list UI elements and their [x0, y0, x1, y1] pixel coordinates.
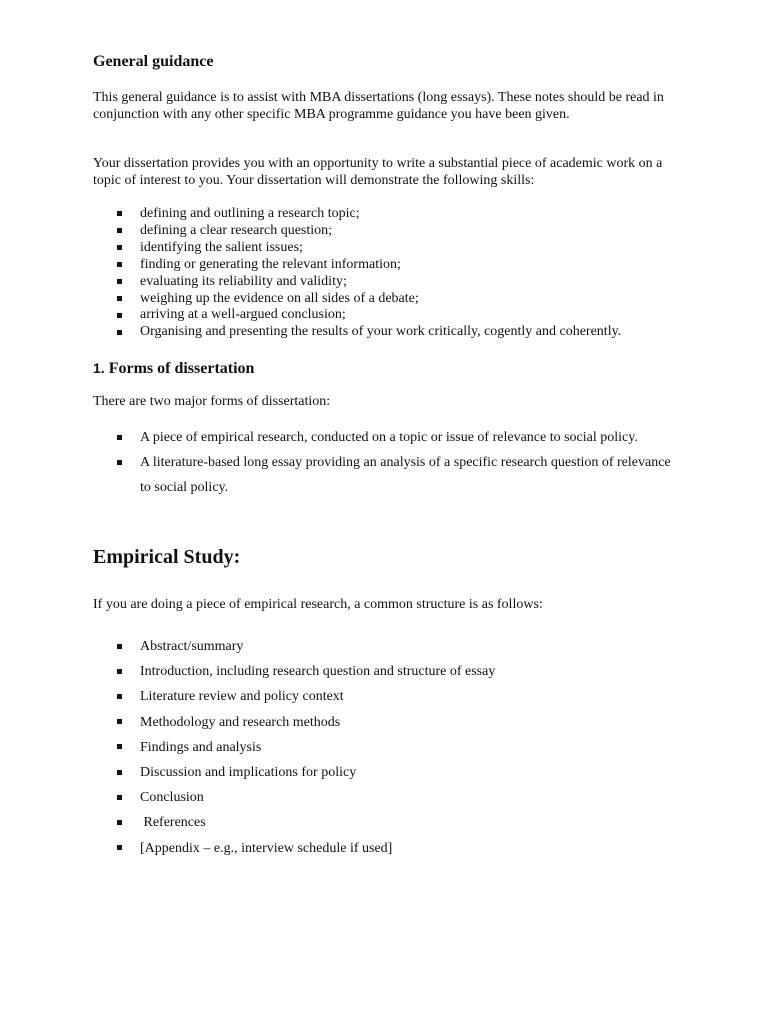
- forms-heading: [93, 358, 254, 379]
- forms-intro-paragraph: There are two major forms of dissertation:: [93, 394, 331, 409]
- list-item: defining and outlining a research topic;: [93, 206, 733, 223]
- bullet-icon: [117, 845, 122, 850]
- bullet-icon: [117, 820, 122, 825]
- bullet-icon: [117, 669, 122, 674]
- bullet-icon: [117, 245, 122, 250]
- bullet-icon: [117, 211, 122, 216]
- bullet-icon: [117, 313, 122, 318]
- bullet-icon: [117, 460, 122, 465]
- bullet-icon: [117, 795, 122, 800]
- bullet-icon: [117, 644, 122, 649]
- bullet-icon: [117, 694, 122, 699]
- skills-list: [93, 206, 733, 341]
- list-item: Conclusion: [93, 785, 693, 810]
- empirical-intro-paragraph: If you are doing a piece of empirical research, a common structure is as follows:: [93, 597, 543, 612]
- forms-heading-number: 1.: [93, 360, 105, 376]
- list-item: Organising and presenting the results of your work critically, cogently and coherently.: [93, 324, 733, 341]
- list-item: Literature review and policy context: [93, 684, 693, 709]
- empirical-study-heading: Empirical Study:: [93, 546, 241, 568]
- list-item: Abstract/summary: [93, 634, 693, 659]
- list-item: References: [93, 810, 693, 835]
- bullet-icon: [117, 228, 122, 233]
- list-item: finding or generating the relevant information;: [93, 257, 733, 274]
- list-item: weighing up the evidence on all sides of a debate;: [93, 291, 733, 308]
- list-item: [Appendix – e.g., interview schedule if used]: [93, 836, 693, 861]
- forms-heading-text: Forms of dissertation: [104, 360, 255, 377]
- list-item: Methodology and research methods: [93, 710, 693, 735]
- list-item: identifying the salient issues;: [93, 240, 733, 257]
- list-item: evaluating its reliability and validity;: [93, 274, 733, 291]
- list-item: Discussion and implications for policy: [93, 760, 693, 785]
- list-item: defining a clear research question;: [93, 223, 733, 240]
- bullet-icon: [117, 279, 122, 284]
- structure-list: [93, 634, 693, 861]
- forms-list: [93, 425, 683, 500]
- bullet-icon: [117, 435, 122, 440]
- bullet-icon: [117, 262, 122, 267]
- bullet-icon: [117, 770, 122, 775]
- list-item: A literature-based long essay providing an analysis of a specific research question of relevance to social policy.: [93, 450, 683, 500]
- bullet-icon: [117, 744, 122, 749]
- general-intro-paragraph: This general guidance is to assist with MBA dissertations (long essays). These notes should be read in conjunction with any other specific MBA programme guidance you have been given.: [93, 90, 664, 122]
- skills-intro-paragraph: Your dissertation provides you with an opportunity to write a substantial piece of academic work on a topic of interest to you. Your dissertation will demonstrate the following skills:: [93, 156, 663, 188]
- bullet-icon: [117, 330, 122, 335]
- list-item: arriving at a well-argued conclusion;: [93, 307, 733, 324]
- list-item: A piece of empirical research, conducted on a topic or issue of relevance to social policy.: [93, 425, 683, 450]
- list-item: Findings and analysis: [93, 735, 693, 760]
- bullet-icon: [117, 719, 122, 724]
- general-guidance-heading: General guidance: [93, 53, 214, 70]
- list-item: Introduction, including research question and structure of essay: [93, 659, 693, 684]
- bullet-icon: [117, 296, 122, 301]
